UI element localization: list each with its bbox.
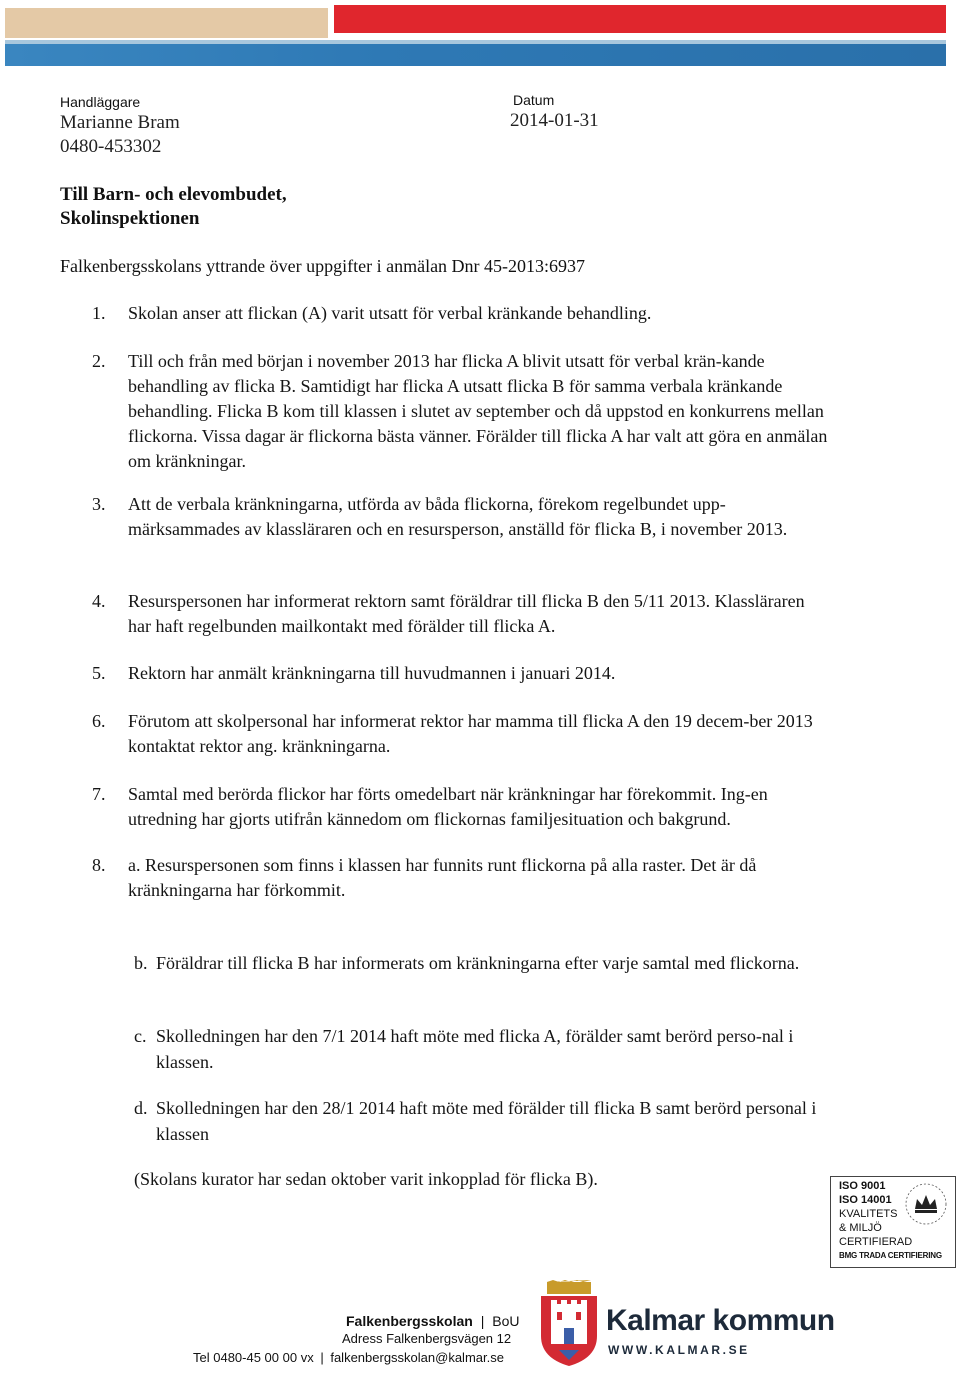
footer-org-line [346,1313,519,1329]
item-number: 4. [92,591,106,611]
sub-item-text: Skolledningen har den 28/1 2014 haft möte med förälder till flicka B samt berörd personal i klassen [156,1098,817,1144]
footer-org-name: Falkenbergsskolan [346,1313,473,1329]
cert-iso9001: ISO 9001 [839,1180,886,1192]
handler-label: Handläggare [60,94,141,110]
date-value: 2014-01-31 [510,110,599,131]
item-text: Skolan anser att flickan (A) varit utsatt för verbal kränkande behandling. [128,303,652,323]
swedac-crown-icon [901,1179,951,1229]
sub-item-letter: c. [134,1026,147,1046]
cert-environment: & MILJÖ [839,1222,882,1234]
footer-separator: | [480,1313,485,1329]
cert-iso14001: ISO 14001 [839,1194,892,1206]
footer-phone: Tel 0480-45 00 00 vx [193,1350,314,1365]
item-number: 2. [92,351,106,371]
cert-certified: CERTIFIERAD [839,1236,913,1248]
item-number: 6. [92,711,106,731]
closing-note: (Skolans kurator har sedan oktober varit inkopplad för flicka B). [134,1169,598,1189]
cert-body: BMG TRADA CERTIFIERING [839,1251,942,1260]
header-band-beige [5,8,328,38]
handler-name: Marianne Bram [60,112,180,133]
item-text: Förutom att skolpersonal har informerat rektor har mamma till flicka A den 19 decem-ber 2013 kontaktat rektor ang. kränkningarna. [128,711,813,756]
header-band-blue [5,44,946,66]
item-text: Till och från med början i november 2013 har flicka A blivit utsatt för verbal krän-kande behandling av flicka B. Samtidigt har flicka A utsatt flicka B för samma verbala kränkande behandling. Flicka B kom till klassen i slutet av september och då uppstod en konkurrens mellan flickorna. Vissa dagar är flickorna bästa vänner. Förälder till flicka A har valt att göra en anmälan om kränkningar. [128,351,828,471]
item-number: 3. [92,494,106,514]
item-number: 5. [92,663,106,683]
footer-org-unit: BoU [492,1313,520,1329]
handler-phone: 0480-453302 [60,136,162,157]
date-label: Datum [513,92,555,108]
item-text: Resurspersonen har informerat rektorn samt föräldrar till flicka B den 5/11 2013. Klassläraren har haft regelbunden mailkontakt med förälder till flicka A. [128,591,805,636]
sub-item-text: Skolledningen har den 7/1 2014 haft möte med flicka A, förälder samt berörd perso-nal i klassen. [156,1026,794,1072]
municipality-website[interactable]: WWW.KALMAR.SE [608,1343,750,1357]
subject-line: Falkenbergsskolans yttrande över uppgifter i anmälan Dnr 45-2013:6937 [60,256,586,276]
footer-separator: | [320,1350,324,1365]
cert-quality: KVALITETS [839,1208,898,1220]
item-text: Rektorn har anmält kränkningarna till huvudmannen i januari 2014. [128,663,616,683]
footer-email[interactable]: falkenbergsskolan@kalmar.se [330,1350,504,1365]
item-text: Samtal med berörda flickor har förts omedelbart när kränkningar har förekommit. Ing-en utredning har gjorts utifrån kännedom om flickornas familjesituation och bakgrund. [128,784,768,829]
certification-badge [830,1176,956,1268]
sub-item-letter: b. [134,953,148,973]
sub-item-letter: d. [134,1098,148,1118]
footer-address: Adress Falkenbergsvägen 12 [342,1331,512,1346]
item-number: 8. [92,855,106,875]
item-number: 7. [92,784,106,804]
recipient-line-2: Skolinspektionen [60,208,200,229]
footer-contact-line [193,1350,504,1365]
recipient-line-1: Till Barn- och elevombudet, [60,184,287,205]
municipality-name: Kalmar kommun [606,1304,835,1337]
item-text: a. Resurspersonen som finns i klassen har funnits runt flickorna på alla raster. Det är då kränkningarna har förkommit. [128,855,757,900]
item-number: 1. [92,303,106,323]
item-text: Att de verbala kränkningarna, utförda av båda flickorna, förekom regelbundet upp-märksammades av klassläraren och en resursperson, anställd för flicka B, i november 2013. [128,494,788,539]
header-band-red [334,5,946,33]
sub-item-text: Föräldrar till flicka B har informerats om kränkningarna efter varje samtal med flickorna. [156,953,800,973]
kalmar-coat-of-arms-icon [537,1280,601,1366]
